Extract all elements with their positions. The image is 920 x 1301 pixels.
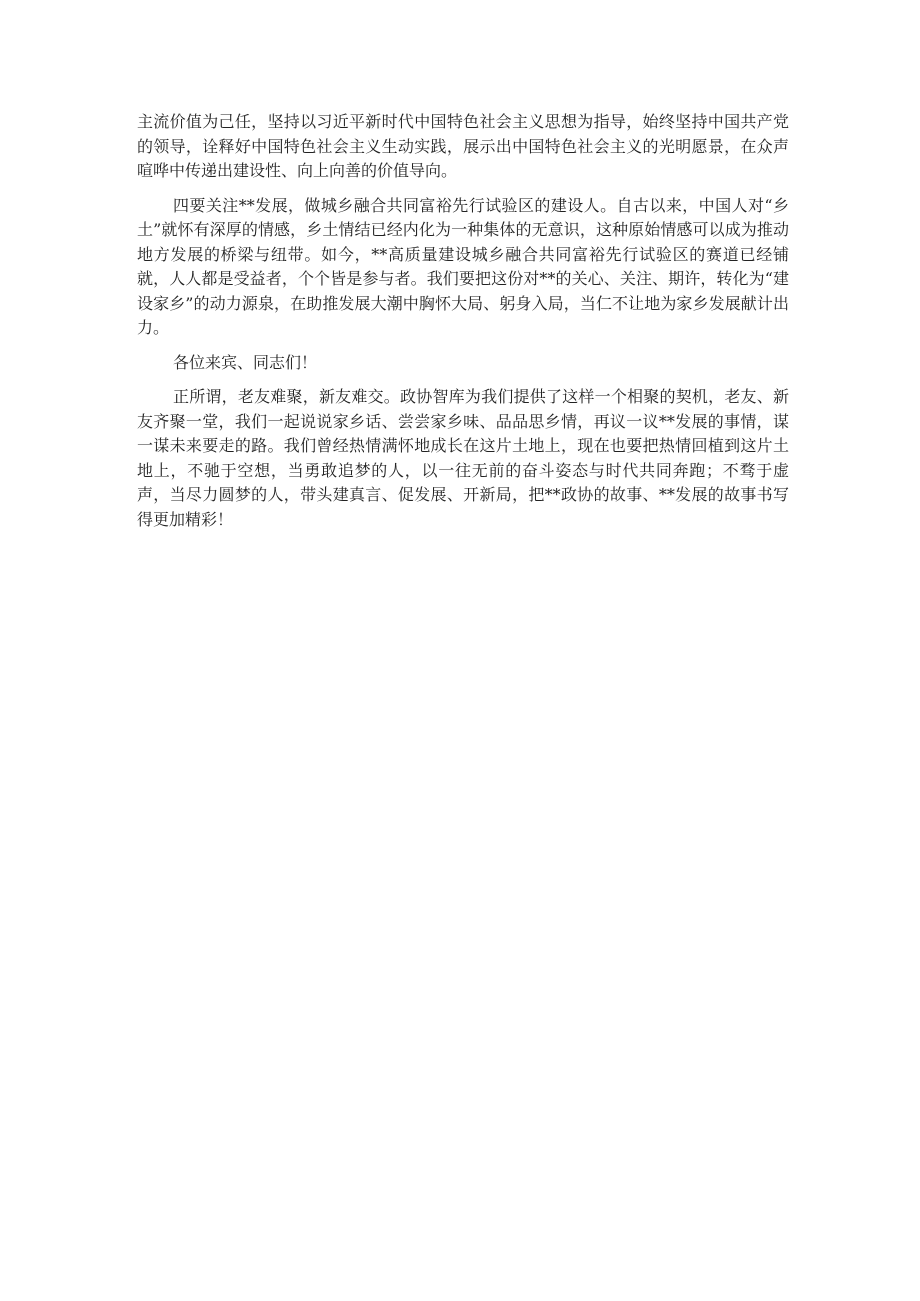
document-body (137, 110, 789, 542)
paragraph-continuation: 主流价值为己任，坚持以习近平新时代中国特色社会主义思想为指导，始终坚持中国共产党的领导，诠释好中国特色社会主义生动实践，展示出中国特色社会主义的光明愿景，在众声喧哗中传递出建设性、向上向善的价值导向。 (137, 112, 789, 180)
paragraph-greeting: 各位来宾、同志们！ (173, 352, 318, 372)
paragraph-closing: 正所谓，老友难聚，新友难交。政协智库为我们提供了这样一个相聚的契机，老友、新友齐聚一堂，我们一起说说家乡话、尝尝家乡味、品品思乡情，再议一议**发展的事情，谋一谋未来要走的路。我们曾经热情满怀地成长在这片土地上，现在也要把热情回植到这片土地上，不驰于空想，当勇敢追梦的人，以一往无前的奋斗姿态与时代共同奔跑；不骛于虚声，当尽力圆梦的人，带头建真言、促发展、开新局，把**政协的故事、**发展的故事书写得更加精彩！ (137, 387, 789, 529)
paragraph-point-four: 四要关注**发展，做城乡融合共同富裕先行试验区的建设人。自古以来，中国人对“乡土”就怀有深厚的情感，乡土情结已经内化为一种集体的无意识，这种原始情感可以成为推动地方发展的桥梁与纽带。如今，**高质量建设城乡融合共同富裕先行试验区的赛道已经铺就，人人都是受益者，个个皆是参与者。我们要把这份对**的关心、关注、期许，转化为“建设家乡”的动力源泉，在助推发展大潮中胸怀大局、躬身入局，当仁不让地为家乡发展献计出力。 (137, 195, 789, 337)
